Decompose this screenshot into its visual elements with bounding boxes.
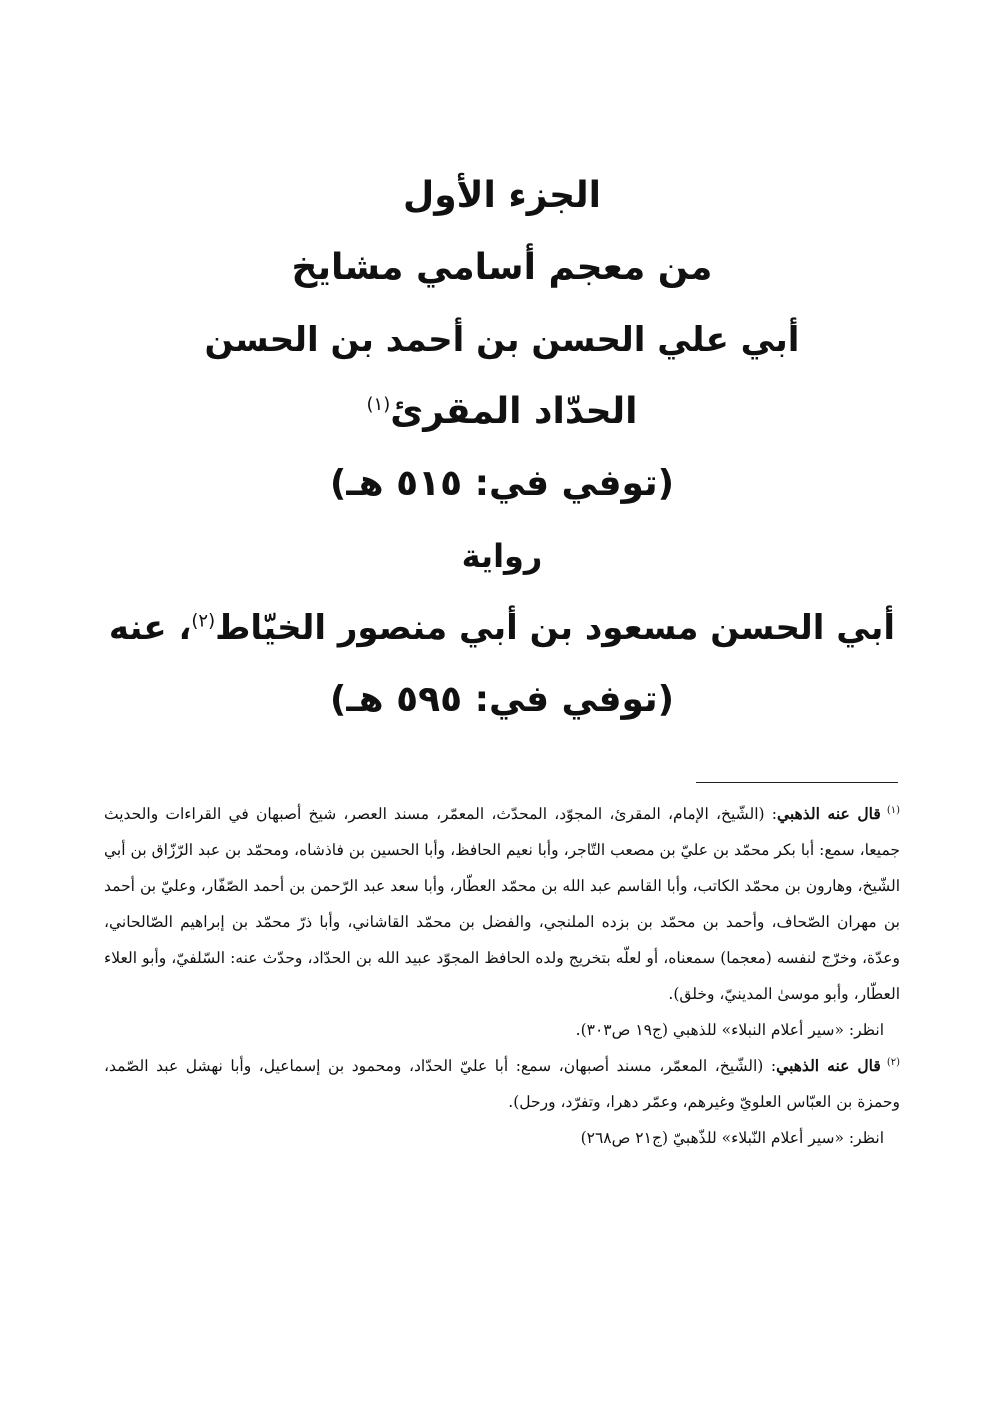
footnote-2-text: : (الشّيخ، المعمّر، مسند أصبهان، سمع: أبا عليّ الحدّاد، ومحمود بن إسماعيل، وأبا نهشل عبد الصّمد، وحمزة بن العبّاس العلويّ وغيرهم، وعمّر دهرا، وتفرّد، ورحل). (104, 1057, 900, 1111)
title-riwaya: رواية (461, 537, 543, 575)
footnote-1-text: : (الشّيخ، الإمام، المقرئ، المجوّد، المحدّث، المعمّر، مسند العصر، شيخ أصبهان في القراءات والحديث جميعا، سمع: أبا بكر محمّد بن عليّ بن مصعب التّاجر، وأبا نعيم الحافظ، وأبا الحسين بن فاذشاه، ومحمّد بن عبد الرّزّاق بن أبي الشّيخ، وهارون بن محمّد الكاتب، وأبا القاسم عبد الله بن محمّد العطّار، وأبا سعد عبد الرّحمن بن أحمد الصّفّار، وعليّ بن أحمد بن مهران الصّحاف، وأحمد بن محمّد بن بزده الملنجي، والفضل بن محمّد القاشاني، وأبا ذرّ محمّد بن إبراهيم الصّالحاني، وعدّة، وخرّج لنفسه (معجما) سمعناه، أو لعلّه بتخريج ولده الحافظ المجوّد عبيد الله بن الحدّاد، وحدّث عنه: السّلفيّ، وأبو العلاء العطّار، وأبو موسىٰ المدينيّ، وخلق). (104, 805, 900, 1003)
narrator-name-tail: ، عنه (108, 608, 192, 648)
footnote-2-source: انظر: «سير أعلام النّبلاء» للذّهبيّ (ج٢١ ص٢٦٨) (580, 1129, 884, 1147)
footnote-2-marker: (٢) (886, 1056, 901, 1068)
footnote-1-source: انظر: «سير أعلام النبلاء» للذهبي (ج١٩ ص٣٠٣). (575, 1021, 884, 1039)
footnote-1-body (104, 796, 900, 1012)
title-block (100, 160, 904, 736)
title-author-epithet (100, 376, 904, 448)
title-narrator-name (100, 592, 904, 664)
narrator-name-text: أبي الحسن مسعود بن أبي منصور الخيّاط (215, 608, 896, 648)
footnote-ref-2[interactable]: (٢) (191, 610, 216, 632)
title-book-name: من معجم أسامي مشايخ (291, 247, 713, 288)
footnote-2-lead: قال عنه الذهبي (776, 1056, 881, 1075)
title-author-name: أبي علي الحسن بن أحمد بن الحسن (204, 320, 800, 360)
title-narrator-death-date: (توفي في: ٥٩٥ هـ) (329, 679, 675, 720)
footnote-ref-1[interactable]: (١) (366, 394, 391, 415)
footnotes-section (104, 796, 900, 1156)
footnote-separator (696, 782, 898, 783)
author-epithet-text: الحدّاد المقرئ (390, 391, 638, 432)
title-part-heading: الجزء الأول (403, 175, 601, 216)
footnote-1-lead: قال عنه الذهبي (776, 804, 881, 823)
footnote-2-body (104, 1048, 900, 1120)
footnote-1-marker: (١) (886, 804, 900, 816)
title-author-death-date: (توفي في: ٥١٥ هـ) (329, 463, 675, 504)
footnote-2 (104, 1048, 900, 1156)
footnote-1 (104, 796, 900, 1048)
